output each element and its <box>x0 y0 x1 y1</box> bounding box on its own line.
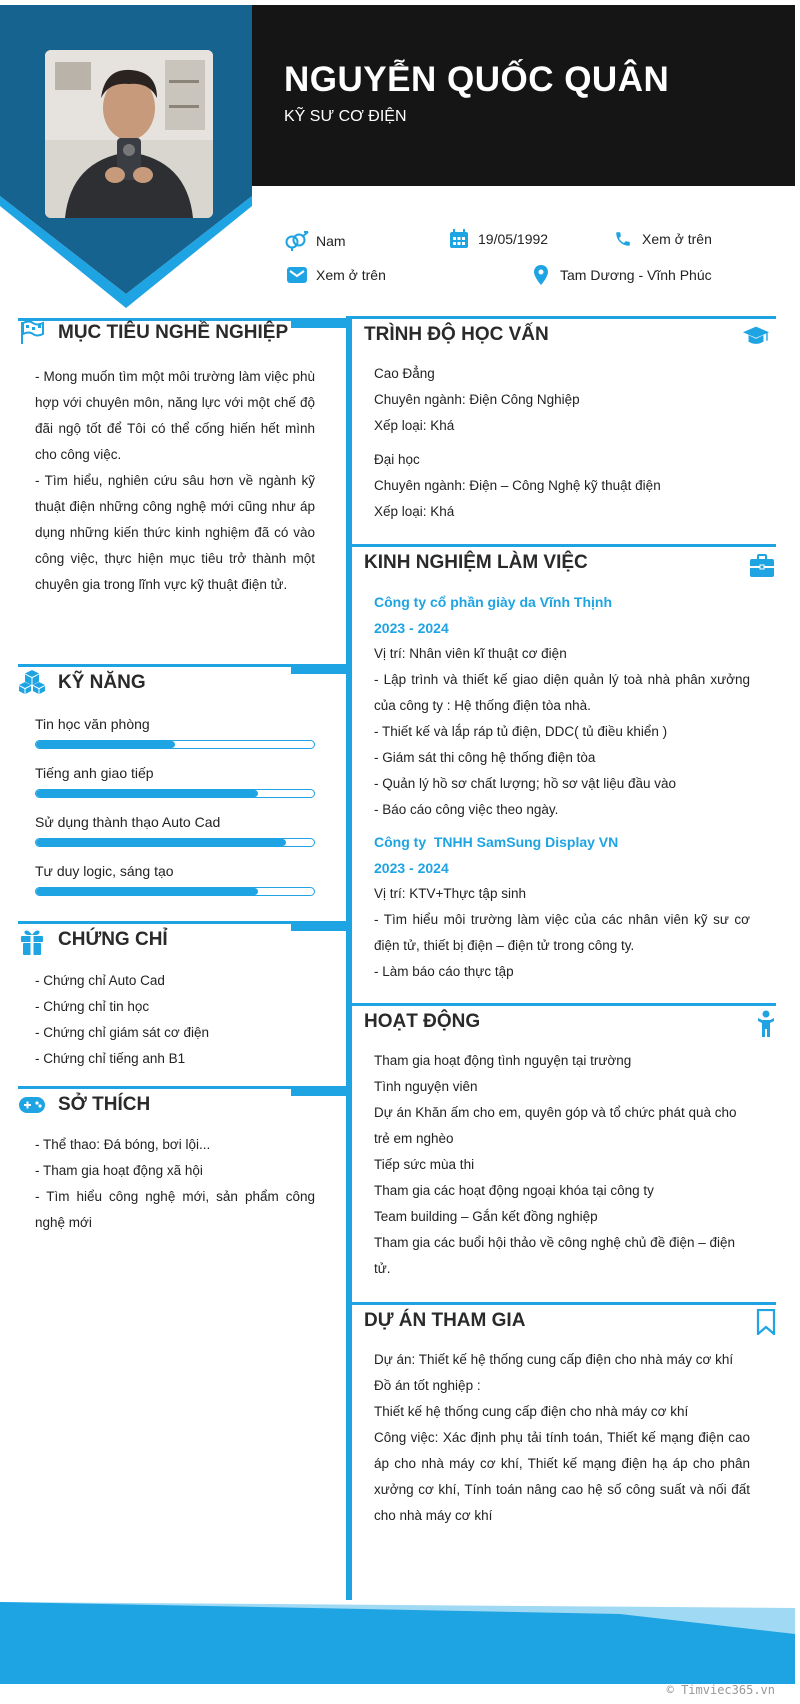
activities-list <box>374 1048 750 1282</box>
contact-address <box>528 264 712 286</box>
experience-job <box>374 829 750 985</box>
candidate-name: NGUYỄN QUỐC QUÂN <box>284 60 670 99</box>
envelope-icon <box>284 264 310 286</box>
skill-bar-fill <box>36 888 258 895</box>
job-line: - Giám sát thi công hệ thống điện tòa <box>374 750 596 765</box>
address-value: Tam Dương - Vĩnh Phúc <box>560 267 712 283</box>
education-title: TRÌNH ĐỘ HỌC VẤN <box>364 324 549 345</box>
education-major: Chuyên ngành: Điện Công Nghiệp <box>374 392 580 407</box>
column-divider <box>346 316 352 1616</box>
skill-label: Tin học văn phòng <box>35 716 150 732</box>
certificates-tab <box>291 921 348 931</box>
job-line: - Làm báo cáo thực tập <box>374 964 514 979</box>
objective-text <box>35 364 315 598</box>
skill-label: Sử dụng thành thạo Auto Cad <box>35 814 221 830</box>
job-line: - Lập trình và thiết kế giao diện quản lý toà nhà phân xưởng của công ty : Hệ thống điện tòa nhà. <box>374 672 750 713</box>
company-name: Công ty TNHH SamSung Display VN <box>374 834 619 850</box>
list-item: - Chứng chỉ Auto Cad <box>35 973 165 988</box>
company-name: Công ty cổ phần giày da Vĩnh Thịnh <box>374 594 612 610</box>
objective-tab <box>291 318 348 328</box>
project-line: Đồ án tốt nghiệp : <box>374 1378 481 1393</box>
skills-title: KỸ NĂNG <box>58 672 146 693</box>
list-item: - Thể thao: Đá bóng, bơi lội... <box>35 1137 211 1152</box>
job-line: Vị trí: Nhân viên kĩ thuật cơ điện <box>374 646 567 661</box>
project-line: Công việc: Xác định phụ tải tính toán, Thiết kế mạng điện cao áp cho nhà máy cơ khí, Thiết kế mạng điện hạ áp cho phân xưởng cơ khí, Tính toán nâng cao hệ số công suất và nối đất cho nhà máy cơ khí <box>374 1430 750 1523</box>
gender-icon <box>284 230 310 252</box>
cubes-icon <box>18 668 46 696</box>
contact-email <box>284 264 386 286</box>
objective-title: MỤC TIÊU NGHỀ NGHIỆP <box>58 322 289 343</box>
hobbies-tab <box>291 1086 348 1096</box>
activity-line: Tham gia các hoạt động ngoại khóa tại công ty <box>374 1183 654 1198</box>
objective-paragraph: - Mong muốn tìm một môi trường làm việc phù hợp với chuyên môn, năng lực với một chế độ đãi ngộ tốt để Tôi có thể cống hiến hết mình cho công việc. <box>35 369 315 462</box>
experience-title: KINH NGHIỆM LÀM VIỆC <box>364 552 588 573</box>
flag-icon <box>18 318 46 346</box>
phone-icon <box>610 228 636 250</box>
phone-value: Xem ở trên <box>642 231 712 247</box>
skills-tab <box>291 664 348 674</box>
education-entry <box>374 361 754 439</box>
contact-birthday <box>446 228 548 250</box>
projects-list <box>374 1347 750 1529</box>
job-line: Vị trí: KTV+Thực tập sinh <box>374 886 526 901</box>
birthday-value: 19/05/1992 <box>478 231 549 247</box>
activity-line: Dự án Khăn ấm cho em, quyên góp và tổ chức phát quà cho trẻ em nghèo <box>374 1105 737 1146</box>
experience-rule <box>352 544 776 547</box>
activities-rule <box>352 1003 776 1006</box>
project-line: Dự án: Thiết kế hệ thống cung cấp điện cho nhà máy cơ khí <box>374 1352 734 1367</box>
education-major: Chuyên ngành: Điện – Công Nghệ kỹ thuật điện <box>374 478 661 493</box>
list-item: - Chứng chỉ tiếng anh B1 <box>35 1051 186 1066</box>
activity-line: Tiếp sức mùa thi <box>374 1157 475 1172</box>
education-entry <box>374 447 754 525</box>
experience-job <box>374 589 750 823</box>
project-line: Thiết kế hệ thống cung cấp điện cho nhà máy cơ khí <box>374 1404 689 1419</box>
job-title: KỸ SƯ CƠ ĐIỆN <box>284 108 407 125</box>
email-value: Xem ở trên <box>316 267 386 283</box>
activity-line: Team building – Gắn kết đồng nghiệp <box>374 1209 598 1224</box>
contact-gender <box>284 230 346 252</box>
briefcase-icon <box>748 552 776 580</box>
activity-line: Tham gia các buổi hội thảo về công nghệ chủ đề điện – điện tử. <box>374 1235 736 1276</box>
skill-bar <box>35 887 315 896</box>
hobbies-list <box>35 1132 315 1236</box>
education-rule <box>352 316 776 319</box>
skill-bar-fill <box>36 839 286 846</box>
job-line: - Quản lý hồ sơ chất lượng; hồ sơ vật liệu đầu vào <box>374 776 677 791</box>
job-period: 2023 - 2024 <box>374 860 449 876</box>
calendar-icon <box>446 228 472 250</box>
skill-bar-fill <box>36 741 175 748</box>
skill-bar-fill <box>36 790 258 797</box>
objective-paragraph: - Tìm hiểu, nghiên cứu sâu hơn về ngành kỹ thuật điện những công nghệ mới cũng như áp dụng những kiến thức kinh nghiệm đã có vào công việc, thực hiện mục tiêu trở thành một chuyên gia trong lĩnh vực kỹ thuật điện tử. <box>35 473 315 592</box>
gender-value: Nam <box>316 233 346 249</box>
bookmark-icon <box>752 1308 780 1336</box>
gift-icon <box>18 928 46 956</box>
job-period: 2023 - 2024 <box>374 620 449 636</box>
education-grade: Xếp loại: Khá <box>374 418 455 433</box>
certificates-title: CHỨNG CHỈ <box>58 929 168 950</box>
list-item: - Chứng chỉ tin học <box>35 999 150 1014</box>
child-icon <box>752 1010 780 1038</box>
job-line: - Báo cáo công việc theo ngày. <box>374 802 559 817</box>
activity-line: Tham gia hoạt động tình nguyện tại trường <box>374 1053 632 1068</box>
projects-title: DỰ ÁN THAM GIA <box>364 1310 526 1331</box>
activity-line: Tình nguyện viên <box>374 1079 478 1094</box>
gamepad-icon <box>18 1091 46 1119</box>
skill-label: Tiếng anh giao tiếp <box>35 765 154 781</box>
skill-bar <box>35 838 315 847</box>
footer-credit: © Timviec365.vn <box>666 1683 775 1697</box>
activities-title: HOẠT ĐỘNG <box>364 1011 481 1032</box>
certificates-list <box>35 968 315 1072</box>
skill-label: Tư duy logic, sáng tạo <box>35 863 174 879</box>
hobbies-title: SỞ THÍCH <box>58 1094 151 1115</box>
job-line: - Tìm hiểu môi trường làm việc của các nhân viên kỹ sư cơ điện tử, thiết bị điện – điện tử trong công ty. <box>374 912 750 953</box>
map-pin-icon <box>528 264 554 286</box>
graduation-cap-icon <box>742 322 770 350</box>
education-level: Cao Đẳng <box>374 366 435 381</box>
skill-bar <box>35 789 315 798</box>
projects-rule <box>352 1302 776 1305</box>
job-line: - Thiết kế và lắp ráp tủ điện, DDC( tủ điều khiển ) <box>374 724 668 739</box>
list-item: - Chứng chỉ giám sát cơ điện <box>35 1025 209 1040</box>
list-item: - Tìm hiểu công nghệ mới, sản phẩm công nghệ mới <box>35 1189 315 1230</box>
list-item: - Tham gia hoạt động xã hội <box>35 1163 203 1178</box>
contact-phone <box>610 228 712 250</box>
profile-photo <box>45 50 213 218</box>
education-level: Đại học <box>374 452 420 467</box>
skill-bar <box>35 740 315 749</box>
education-grade: Xếp loại: Khá <box>374 504 455 519</box>
